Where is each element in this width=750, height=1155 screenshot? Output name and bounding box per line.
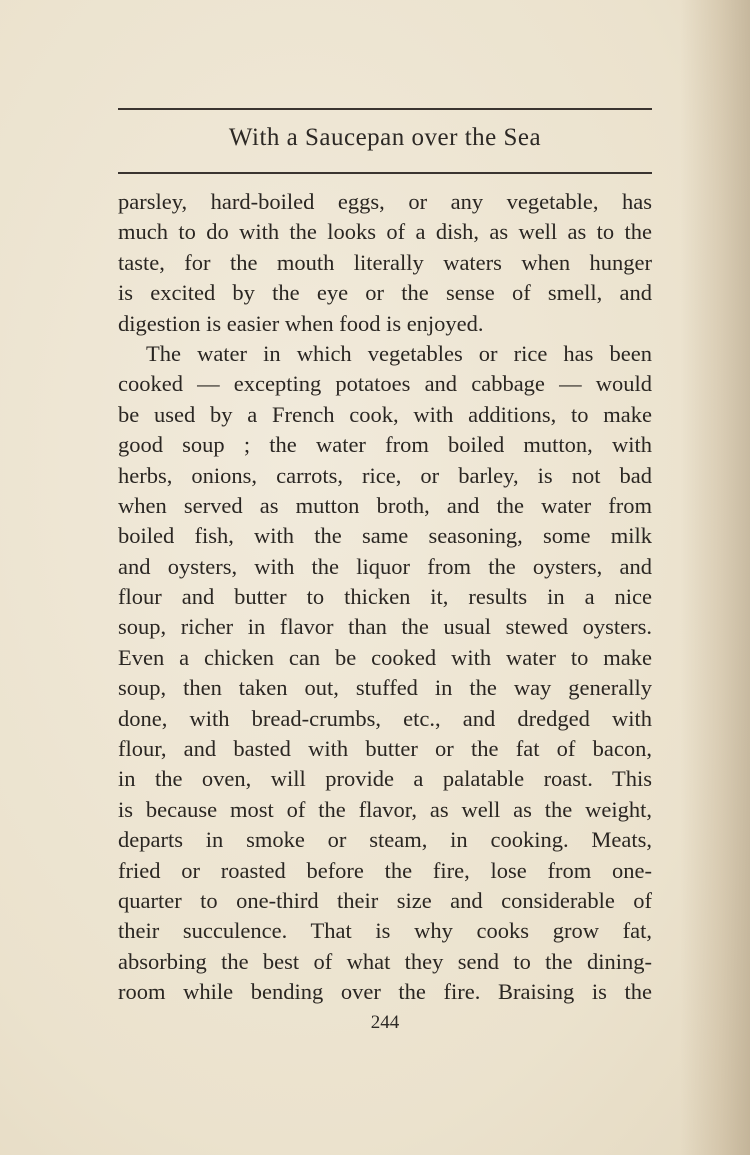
text-line: herbs, onions, carrots, rice, or barley, is not bad [118, 462, 652, 488]
text-line: boiled fish, with the same seasoning, some milk [118, 523, 652, 549]
text-line: parsley, hard-boiled eggs, or any vegetable, has [118, 189, 652, 214]
page-number: 244 [370, 1012, 400, 1033]
text-line: is because most of the flavor, as well as the weight, [118, 796, 652, 822]
text-line: be used by a French cook, with additions, to make [118, 401, 652, 427]
paragraph [118, 187, 652, 339]
text-line: digestion is easier when food is enjoyed. [118, 310, 484, 336]
header-rule-bottom [118, 172, 652, 174]
text-line: flour and butter to thicken it, results in a nice [118, 584, 652, 610]
running-head: With a Saucepan over the Sea [228, 124, 542, 151]
text-line: taste, for the mouth literally waters when hunger [118, 249, 652, 275]
text-line: done, with bread-crumbs, etc., and dredged with [118, 705, 652, 731]
text-line: quarter to one-third their size and considerable of [118, 887, 652, 913]
text-line: absorbing the best of what they send to the dining- [118, 948, 652, 974]
text-line: Even a chicken can be cooked with water to make [118, 644, 652, 670]
text-line: fried or roasted before the fire, lose from one- [118, 857, 652, 883]
text-line: room while bending over the fire. Braising is the [118, 979, 652, 1005]
text-line: in the oven, will provide a palatable roast. This [118, 766, 652, 792]
text-line: soup, richer in flavor than the usual stewed oysters. [118, 614, 652, 640]
text-line: is excited by the eye or the sense of smell, and [118, 280, 652, 306]
paragraph [118, 339, 652, 1008]
text-line: soup, then taken out, stuffed in the way generally [118, 675, 652, 701]
header-rule-top [118, 108, 652, 110]
text-line: good soup ; the water from boiled mutton, with [118, 432, 652, 458]
text-line: and oysters, with the liquor from the oysters, and [118, 553, 652, 579]
text-line: cooked — excepting potatoes and cabbage — would [118, 371, 652, 397]
text-line: departs in smoke or steam, in cooking. Meats, [118, 827, 652, 853]
body-text [118, 187, 652, 1008]
text-line: when served as mutton broth, and the water from [118, 492, 652, 518]
text-line: The water in which vegetables or rice has been [146, 340, 652, 366]
text-line: flour, and basted with butter or the fat of bacon, [118, 736, 652, 762]
text-line: their succulence. That is why cooks grow fat, [118, 918, 652, 944]
text-line: much to do with the looks of a dish, as well as to the [118, 219, 652, 245]
